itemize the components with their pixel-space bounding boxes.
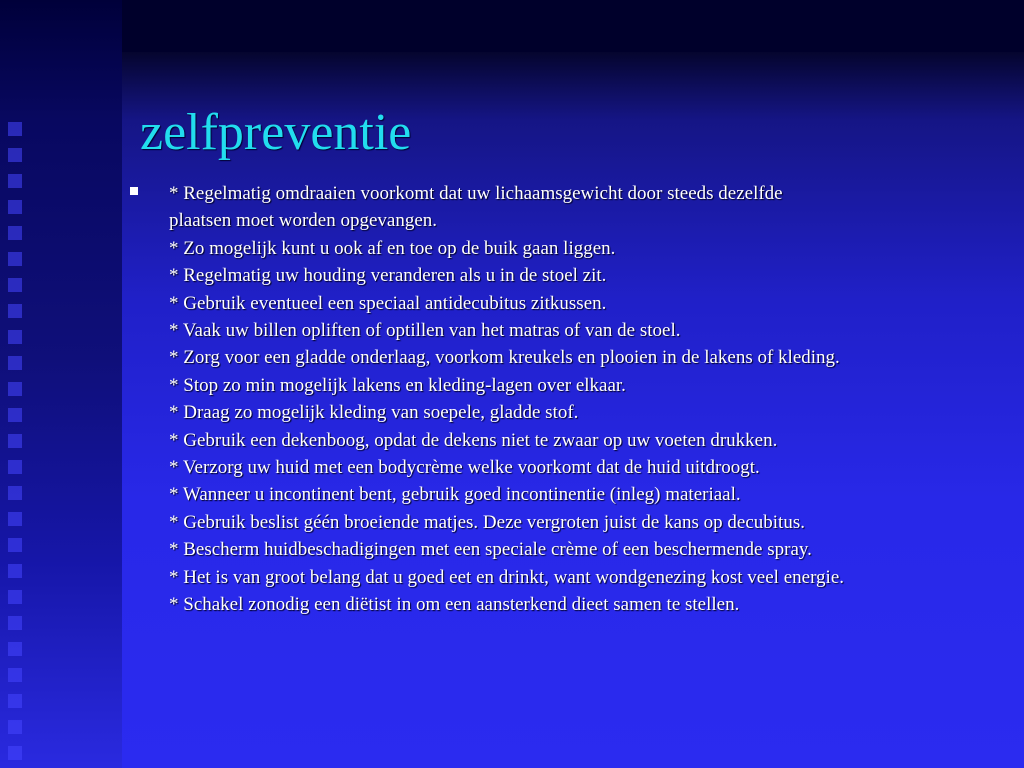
decorative-square [8, 330, 22, 344]
decorative-square [8, 642, 22, 656]
bullet-line: * Zorg voor een gladde onderlaag, voorkom kreukels en plooien in de lakens of kleding. [169, 347, 840, 369]
bullet-line: * Vaak uw billen opliften of optillen van het matras of van de stoel. [169, 320, 681, 342]
decorative-left-strip [0, 0, 122, 768]
decorative-square [8, 174, 22, 188]
decorative-square [8, 538, 22, 552]
square-bullet-icon [130, 187, 138, 195]
bullet-line: * Bescherm huidbeschadigingen met een speciale crème of een beschermende spray. [169, 539, 812, 561]
slide-title: zelfpreventie [140, 104, 412, 161]
decorative-square [8, 252, 22, 266]
decorative-square [8, 746, 22, 760]
bullet-line: * Zo mogelijk kunt u ook af en toe op de buik gaan liggen. [169, 237, 616, 259]
bullet-line: * Wanneer u incontinent bent, gebruik goed incontinentie (inleg) materiaal. [169, 484, 741, 506]
decorative-square [8, 356, 22, 370]
decorative-square [8, 278, 22, 292]
decorative-square [8, 720, 22, 734]
bullet-line: * Schakel zonodig een diëtist in om een aansterkend dieet samen te stellen. [169, 594, 740, 616]
bullet-line: * Het is van groot belang dat u goed eet en drinkt, want wondgenezing kost veel energie. [169, 566, 845, 588]
decorative-square-column [8, 0, 25, 768]
decorative-square [8, 148, 22, 162]
decorative-square [8, 512, 22, 526]
decorative-square [8, 616, 22, 630]
decorative-square [8, 226, 22, 240]
decorative-square [8, 304, 22, 318]
decorative-square [8, 590, 22, 604]
decorative-square [8, 382, 22, 396]
bullet-line: * Verzorg uw huid met een bodycrème welke voorkomt dat de huid uitdroogt. [169, 457, 760, 479]
decorative-square [8, 486, 22, 500]
decorative-square [8, 564, 22, 578]
decorative-square [8, 122, 22, 136]
bullet-line: * Gebruik een dekenboog, opdat de dekens niet te zwaar op uw voeten drukken. [169, 429, 778, 451]
decorative-square [8, 668, 22, 682]
bullet-text [169, 180, 1019, 619]
bullet-line: * Regelmatig uw houding veranderen als u in de stoel zit. [169, 265, 607, 287]
bullet-line: * Draag zo mogelijk kleding van soepele, gladde stof. [169, 402, 579, 424]
decorative-square [8, 200, 22, 214]
decorative-square [8, 460, 22, 474]
decorative-square [8, 694, 22, 708]
decorative-square [8, 434, 22, 448]
top-band [122, 0, 1024, 52]
bullet-line: * Stop zo min mogelijk lakens en kleding-lagen over elkaar. [169, 374, 626, 396]
bullet-line: * Regelmatig omdraaien voorkomt dat uw lichaamsgewicht door steeds dezelfde [169, 183, 783, 204]
bullet-line: * Gebruik eventueel een speciaal antidecubitus zitkussen. [169, 292, 607, 314]
decorative-square [8, 408, 22, 422]
bullet-line: * Gebruik beslist géén broeiende matjes. Deze vergroten juist de kans op decubitus. [169, 511, 805, 533]
bullet-line: plaatsen moet worden opgevangen. [169, 210, 438, 232]
